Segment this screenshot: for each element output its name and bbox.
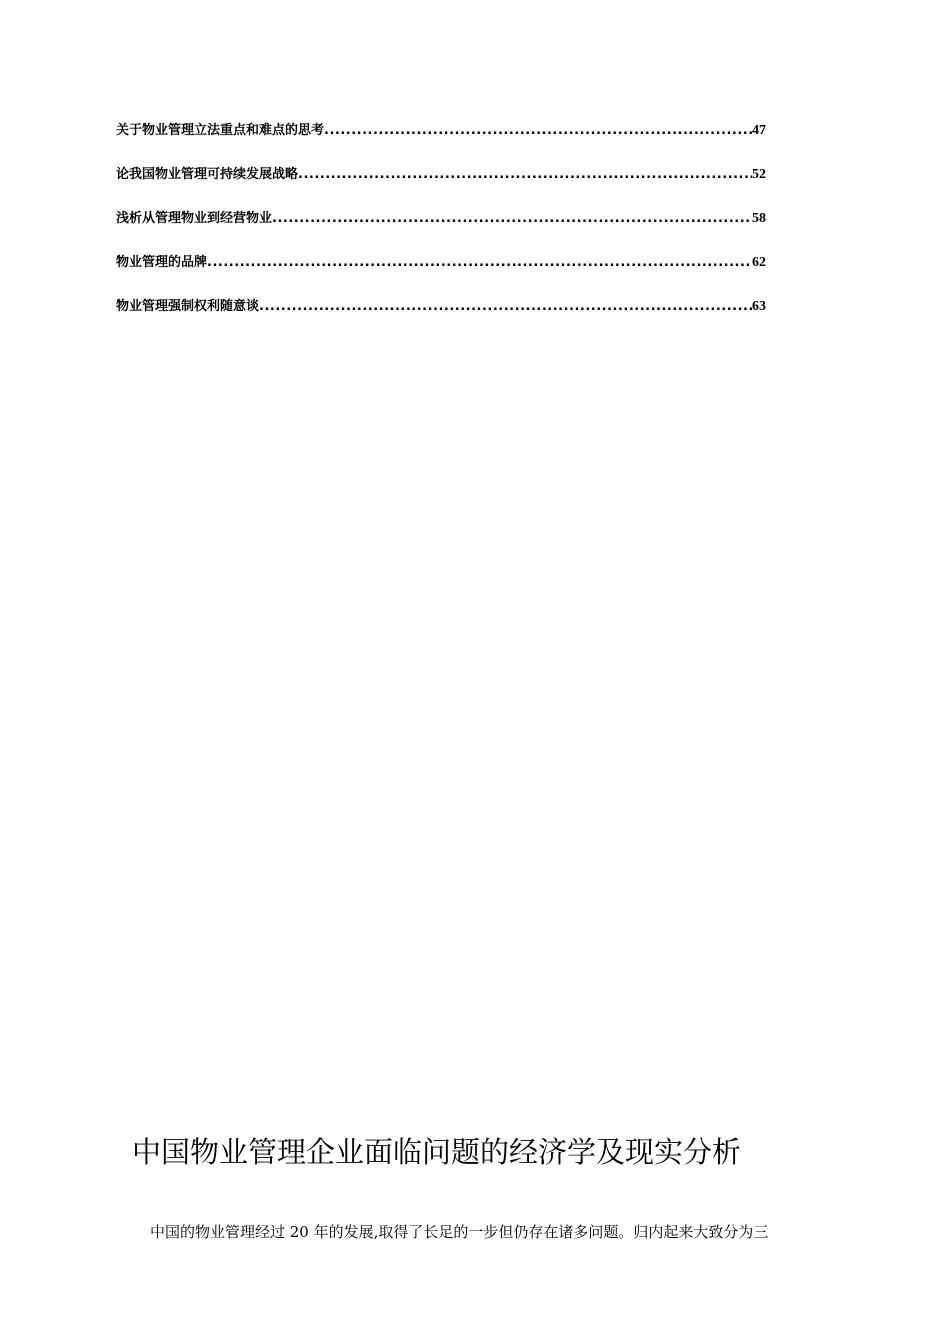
chapter-title: 中国物业管理企业面临问题的经济学及现实分析 bbox=[132, 1135, 742, 1169]
toc-leader-dots bbox=[272, 208, 752, 230]
toc-leader-dots bbox=[207, 252, 752, 274]
toc-leader-dots bbox=[259, 296, 752, 318]
toc-entry[interactable] bbox=[116, 120, 766, 164]
toc-entry-page[interactable]: 47 bbox=[752, 123, 766, 138]
toc-entry-page[interactable]: 62 bbox=[752, 255, 766, 270]
toc-entry-title[interactable]: 物业管理强制权利随意谈 bbox=[116, 299, 260, 314]
body-paragraph: 中国的物业管理经过 20 年的发展,取得了长足的一步但仍存在诸多问题。归内起来大致分为三 bbox=[150, 1223, 769, 1241]
toc-entry-title[interactable]: 物业管理的品牌 bbox=[116, 255, 208, 270]
toc-leader-dots bbox=[298, 164, 752, 186]
toc-entry-page[interactable]: 63 bbox=[752, 299, 766, 314]
toc-entry-page[interactable]: 58 bbox=[752, 211, 766, 226]
table-of-contents bbox=[116, 120, 766, 340]
toc-leader-dots bbox=[324, 120, 752, 142]
toc-entry-title[interactable]: 关于物业管理立法重点和难点的思考 bbox=[116, 123, 325, 138]
toc-entry-page[interactable]: 52 bbox=[752, 167, 766, 182]
toc-entry-title[interactable]: 浅析从管理物业到经营物业 bbox=[116, 211, 273, 226]
toc-entry[interactable] bbox=[116, 252, 766, 296]
toc-entry[interactable] bbox=[116, 208, 766, 252]
toc-entry[interactable] bbox=[116, 296, 766, 340]
toc-entry[interactable] bbox=[116, 164, 766, 208]
toc-entry-title[interactable]: 论我国物业管理可持续发展战略 bbox=[116, 167, 299, 182]
